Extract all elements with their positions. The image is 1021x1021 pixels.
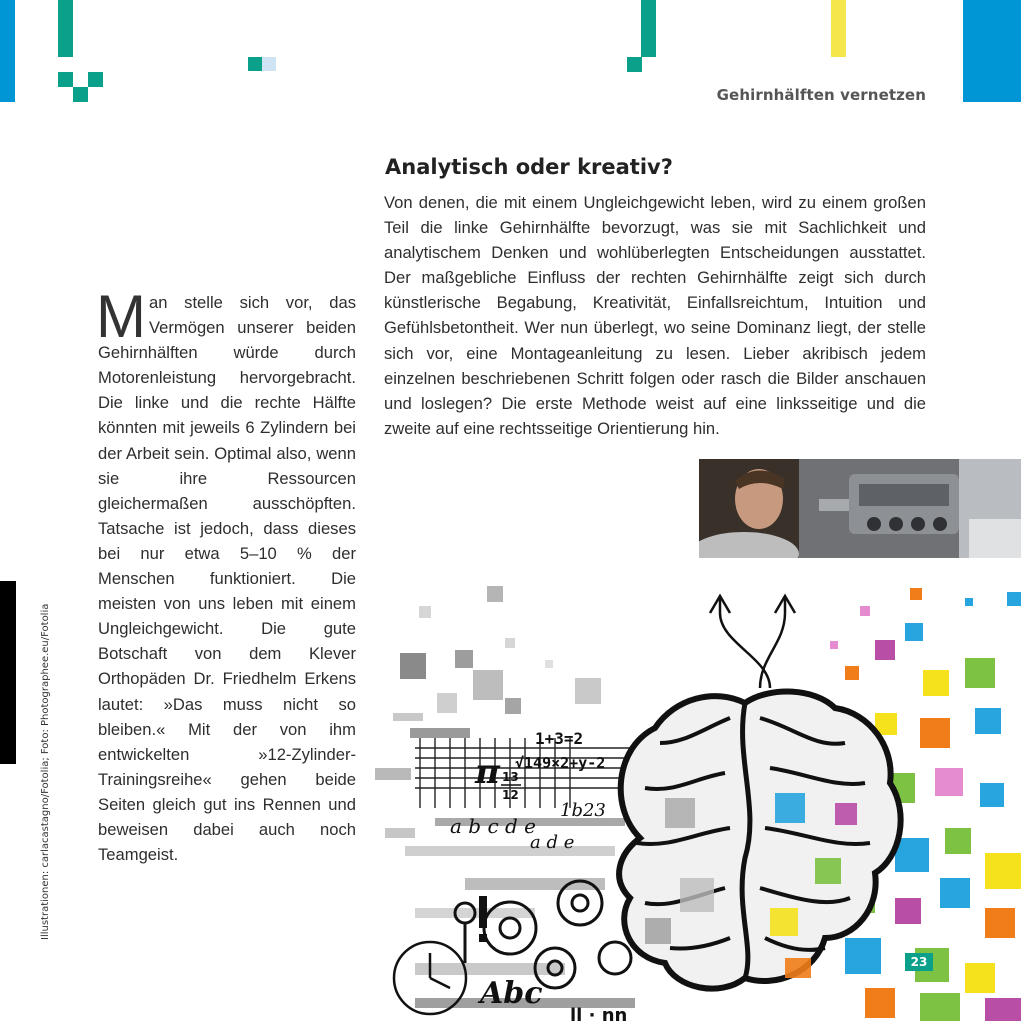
image-credit: Illustrationen: carlacastagno/Fotolia; Foto: Photographee.eu/Fotolia xyxy=(40,603,51,940)
intro-paragraph xyxy=(96,283,356,867)
decor-lightblue-pixel xyxy=(262,57,276,71)
handwriting-letters: a b c d e xyxy=(450,814,536,838)
section-heading: Analytisch oder kreativ? xyxy=(385,155,673,179)
decor-teal-pixel xyxy=(248,57,262,71)
running-title: Gehirnhälften vernetzen xyxy=(716,86,926,104)
margin-bar xyxy=(0,581,16,764)
decor-blue-bar-left xyxy=(0,0,15,102)
decor-teal-pixel xyxy=(88,72,103,87)
decor-blue-bar-right xyxy=(963,0,1021,102)
pi-symbol: π xyxy=(475,752,500,792)
intro-text: an stelle sich vor, das Vermögen unserer beiden Gehirnhälften würde durch Motorenleistung hervorgebracht. Die linke und die rechte Hälfte könnten mit jeweils 6 Zylindern bei der Arbeit sein. Optimal also, wenn sie ihre Ressourcen gleichermaßen ausschöpften. Tatsache ist jedoch, dass dieses bei nur etwa 5–10 % der Menschen funktioniert. Die meisten von uns leben mit einem Ungleichgewicht. Die gute Botschaft von dem Klever Orthopäden Dr. Friedhelm Erkens lautet: »Das muss nicht so bleiben.« Mit der von ihm entwickelten »12-Zylinder-Trainingsreihe« gehen beide Seiten gleich gut ins Rennen und beweisen dabei auch noch Teamgeist. xyxy=(98,293,356,865)
arrows-icon xyxy=(710,596,795,688)
section-paragraph: Von denen, die mit einem Ungleichgewicht leben, wird zu einem großen Teil die linke Gehirnhälfte bevorzugt, was sie mit Sachlichkeit und analytischem Denken und wohlüberlegten Entscheidungen ausstattet. Der maßgebliche Einfluss der rechten Gehirnhälfte zeigt sich durch künstlerische Begabung, Kreativität, Einfallsreichtum, Intuition und Gefühlsbetontheit. Wer nun überlegt, wo seine Dominanz liegt, der stelle sich vor, eine Montageanleitung zu lesen. Lieber akribisch jedem einzelnen beschriebenen Schritt folgen oder rasch die Bilder anschauen und loslegen? Die erste Methode weist auf eine linksseitige und die zweite auf eine rechtsseitige Orientierung hin. xyxy=(384,193,926,438)
handwriting-numbers: 1b23 xyxy=(560,800,606,821)
math-equation-1: 1+3=2 xyxy=(535,729,584,748)
bottom-notes: ll · nn xyxy=(570,1005,628,1021)
handwriting-letters-2: a d e xyxy=(530,832,575,853)
decor-teal-bar xyxy=(641,0,656,57)
engine-photo-art xyxy=(699,459,1021,558)
exclamation-mark xyxy=(479,896,487,928)
fraction-numerator: 13 xyxy=(502,770,519,784)
decor-teal-pixel xyxy=(627,57,642,72)
page-number: 23 xyxy=(910,955,928,969)
decor-teal-pixel xyxy=(58,72,73,87)
fraction-denominator: 12 xyxy=(502,788,519,802)
engine-photo xyxy=(699,459,1021,558)
abc-text: Abc xyxy=(480,976,543,1011)
decor-teal-pixel xyxy=(73,87,88,102)
math-equation-2: √149×2+y-2 xyxy=(515,754,606,772)
decor-yellow-bar xyxy=(831,0,846,57)
decor-teal-bar xyxy=(58,0,73,57)
drop-cap: M xyxy=(96,283,146,350)
